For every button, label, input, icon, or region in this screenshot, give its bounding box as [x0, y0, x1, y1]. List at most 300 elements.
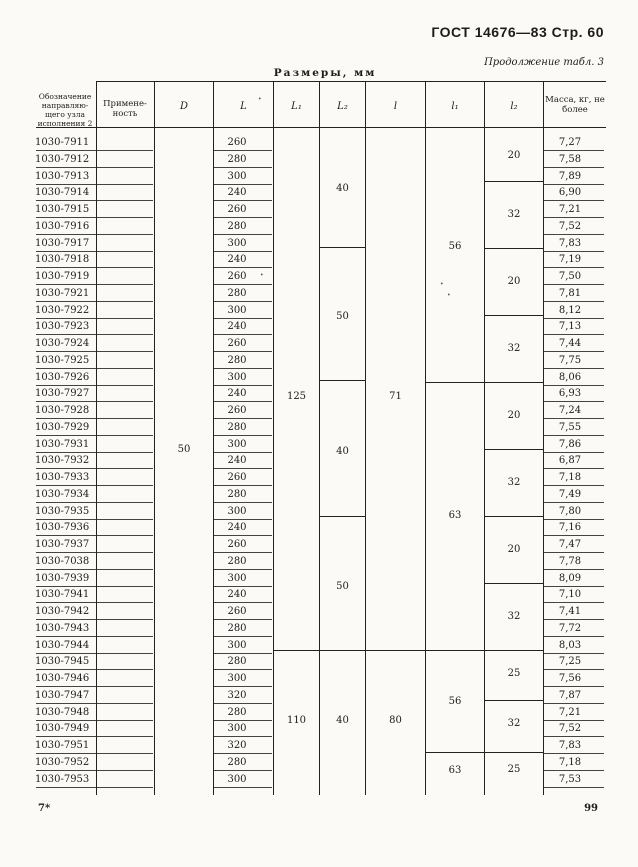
col-header-l: l [393, 101, 398, 112]
mass-rule [544, 234, 604, 235]
cell-l2: 32 [507, 718, 521, 729]
application-rule [97, 653, 153, 654]
length-rule [214, 653, 272, 654]
mass-cell: 7,75 [558, 354, 582, 366]
mass-cell: 7,13 [558, 321, 582, 333]
cell-l2: 20 [507, 276, 521, 287]
designation-rule [36, 368, 96, 369]
application-rule [97, 267, 153, 268]
designation-cell: 1030-7948 [35, 706, 90, 718]
application-rule [97, 401, 153, 402]
designation-rule [36, 485, 96, 486]
length-rule [214, 267, 272, 268]
application-rule [97, 770, 153, 771]
designation-rule [36, 301, 96, 302]
designation-cell: 1030-7914 [35, 187, 90, 199]
application-rule [97, 351, 153, 352]
mass-cell: 7,83 [558, 740, 582, 751]
mass-rule [544, 586, 604, 587]
designation-cell: 1030-7942 [35, 606, 90, 617]
cell-L1: 125 [286, 391, 307, 402]
group-rule [485, 752, 543, 753]
col-divider [365, 81, 366, 795]
application-rule [97, 485, 153, 486]
designation-cell: 1030-7937 [35, 539, 90, 550]
length-rule [214, 753, 272, 754]
col-divider [484, 81, 485, 795]
application-rule [97, 703, 153, 704]
length-cell: 260 [227, 338, 247, 349]
application-rule [97, 217, 153, 218]
designation-cell: 1030-7911 [35, 137, 90, 148]
group-rule [274, 650, 319, 651]
continuation-note: Продолжение табл. 3 [484, 57, 604, 68]
designation-cell: 1030-7929 [35, 421, 90, 433]
cell-l2: 32 [507, 477, 521, 488]
designation-rule [36, 267, 96, 268]
cell-L2: 40 [336, 715, 349, 726]
length-rule [214, 703, 272, 704]
designation-cell: 1030-7947 [35, 689, 90, 701]
mass-rule [544, 334, 604, 335]
designation-cell: 1030-7952 [35, 756, 90, 768]
cell-l1: 63 [448, 510, 462, 521]
designation-cell: 1030-7915 [35, 204, 90, 215]
application-rule [97, 385, 153, 386]
mass-rule [544, 787, 604, 788]
cell-L2: 40 [336, 446, 349, 457]
designation-rule [36, 318, 96, 319]
length-rule [214, 586, 272, 587]
designation-cell: 1030-7951 [35, 740, 90, 751]
cell-l2: 32 [507, 209, 521, 220]
mass-rule [544, 200, 604, 201]
col-header-L: L [240, 101, 247, 112]
mass-cell: 8,09 [558, 572, 582, 584]
group-rule [485, 700, 543, 701]
designation-rule [36, 552, 96, 553]
designation-rule [36, 686, 96, 687]
length-cell: 280 [227, 656, 247, 668]
page-header: ГОСТ 14676—83 Стр. 60 [431, 24, 604, 40]
application-rule [97, 736, 153, 737]
mass-rule [544, 184, 604, 185]
length-rule [214, 770, 272, 771]
group-rule [485, 181, 543, 182]
designation-rule [36, 334, 96, 335]
length-cell: 240 [227, 388, 247, 400]
designation-cell: 1030-7949 [35, 723, 90, 735]
length-cell: 300 [227, 572, 247, 584]
application-rule [97, 334, 153, 335]
mass-cell: 8,12 [558, 304, 582, 316]
designation-rule [36, 385, 96, 386]
length-cell: 280 [227, 555, 247, 567]
length-cell: 280 [227, 421, 247, 433]
mass-rule [544, 736, 604, 737]
length-rule [214, 535, 272, 536]
mass-cell: 7,18 [558, 756, 582, 768]
group-rule [485, 449, 543, 450]
length-rule [214, 368, 272, 369]
designation-rule [36, 753, 96, 754]
mass-rule [544, 150, 604, 151]
mass-cell: 7,44 [558, 338, 582, 349]
designation-rule [36, 720, 96, 721]
mass-cell: 7,24 [558, 405, 582, 416]
mass-cell: 7,21 [558, 706, 582, 718]
cell-D: 50 [177, 444, 191, 455]
length-cell: 300 [227, 723, 247, 735]
application-rule [97, 234, 153, 235]
length-cell: 260 [227, 271, 247, 282]
length-cell: 240 [227, 455, 247, 467]
mass-rule [544, 351, 604, 352]
col-header-L2: L₂ [337, 101, 348, 112]
length-cell: 260 [227, 472, 247, 483]
units-label: Размеры, мм [273, 67, 377, 79]
designation-rule [36, 452, 96, 453]
application-rule [97, 452, 153, 453]
mass-rule [544, 284, 604, 285]
designation-rule [36, 418, 96, 419]
cell-l: 71 [389, 391, 402, 402]
designation-cell: 1030-7953 [35, 773, 90, 785]
group-rule [485, 583, 543, 584]
length-cell: 320 [227, 740, 247, 751]
length-cell: 280 [227, 220, 247, 232]
length-cell: 240 [227, 321, 247, 333]
length-cell: 300 [227, 639, 247, 651]
length-cell: 280 [227, 287, 247, 299]
length-rule [214, 318, 272, 319]
designation-cell: 1030-7932 [35, 455, 90, 467]
designation-cell: 1030-7925 [35, 354, 90, 366]
application-rule [97, 318, 153, 319]
length-rule [214, 602, 272, 603]
mass-cell: 7,47 [558, 539, 582, 550]
designation-rule [36, 351, 96, 352]
print-speck: • [260, 272, 264, 279]
length-rule [214, 569, 272, 570]
col-divider [154, 81, 155, 795]
group-rule [485, 516, 543, 517]
length-rule [214, 485, 272, 486]
mass-cell: 7,49 [558, 488, 582, 500]
application-rule [97, 787, 153, 788]
length-rule [214, 720, 272, 721]
application-rule [97, 636, 153, 637]
cell-L2: 50 [336, 581, 349, 592]
mass-cell: 7,55 [558, 421, 582, 433]
cell-l2: 32 [507, 343, 521, 354]
print-speck: • [440, 281, 444, 288]
cell-l2: 20 [507, 544, 521, 555]
length-cell: 260 [227, 137, 247, 148]
mass-cell: 7,83 [558, 237, 582, 249]
length-cell: 300 [227, 170, 247, 182]
col-header-l2: l₂ [510, 101, 518, 112]
mass-cell: 7,25 [558, 656, 582, 668]
group-rule [320, 650, 365, 651]
length-rule [214, 184, 272, 185]
designation-rule [36, 468, 96, 469]
mass-rule [544, 703, 604, 704]
mass-cell: 7,53 [558, 773, 582, 785]
mass-rule [544, 619, 604, 620]
length-rule [214, 301, 272, 302]
length-rule [214, 385, 272, 386]
print-speck: • [258, 96, 262, 103]
mass-rule [544, 435, 604, 436]
col-header-application: Примене-ность [103, 99, 147, 119]
length-cell: 300 [227, 773, 247, 785]
application-rule [97, 502, 153, 503]
designation-rule [36, 519, 96, 520]
length-rule [214, 686, 272, 687]
designation-rule [36, 435, 96, 436]
length-cell: 240 [227, 589, 247, 601]
length-cell: 280 [227, 622, 247, 634]
mass-cell: 7,89 [558, 170, 582, 182]
application-rule [97, 468, 153, 469]
designation-cell: 1030-7912 [35, 153, 90, 165]
length-cell: 260 [227, 606, 247, 617]
mass-cell: 7,19 [558, 254, 582, 266]
mass-rule [544, 167, 604, 168]
mass-cell: 7,78 [558, 555, 582, 567]
mass-rule [544, 452, 604, 453]
mass-cell: 7,56 [558, 673, 582, 684]
designation-cell: 1030-7936 [35, 522, 90, 534]
designation-cell: 1030-7939 [35, 572, 90, 584]
group-rule [320, 247, 365, 248]
group-rule [426, 382, 484, 383]
mass-rule [544, 418, 604, 419]
cell-l2: 25 [507, 764, 521, 775]
mass-rule [544, 519, 604, 520]
mass-rule [544, 502, 604, 503]
group-rule [485, 248, 543, 249]
designation-rule [36, 251, 96, 252]
top-rule [96, 81, 606, 82]
designation-cell: 1030-7926 [35, 371, 90, 383]
application-rule [97, 435, 153, 436]
mass-cell: 7,81 [558, 287, 582, 299]
designation-rule [36, 669, 96, 670]
length-rule [214, 418, 272, 419]
length-rule [214, 502, 272, 503]
mass-cell: 7,16 [558, 522, 582, 534]
application-rule [97, 200, 153, 201]
length-cell: 260 [227, 539, 247, 550]
mass-rule [544, 217, 604, 218]
mass-cell: 7,27 [558, 137, 582, 148]
designation-rule [36, 736, 96, 737]
cell-l1: 63 [448, 765, 462, 776]
length-rule [214, 284, 272, 285]
mass-cell: 7,21 [558, 204, 582, 215]
application-rule [97, 368, 153, 369]
designation-cell: 1030-7918 [35, 254, 90, 266]
designation-cell: 1030-7922 [35, 304, 90, 316]
length-cell: 300 [227, 237, 247, 249]
length-cell: 240 [227, 254, 247, 266]
length-cell: 300 [227, 304, 247, 316]
length-rule [214, 669, 272, 670]
designation-rule [36, 535, 96, 536]
length-rule [214, 167, 272, 168]
application-rule [97, 284, 153, 285]
group-rule [485, 650, 543, 651]
cell-L1: 110 [286, 715, 307, 726]
col-header-D: D [179, 101, 189, 112]
length-cell: 300 [227, 371, 247, 383]
mass-rule [544, 468, 604, 469]
mass-rule [544, 753, 604, 754]
length-rule [214, 519, 272, 520]
designation-rule [36, 703, 96, 704]
designation-cell: 1030-7944 [35, 639, 90, 651]
length-cell: 300 [227, 673, 247, 684]
group-rule [426, 650, 484, 651]
col-divider [213, 81, 214, 795]
designation-rule [36, 200, 96, 201]
designation-rule [36, 284, 96, 285]
length-cell: 260 [227, 204, 247, 215]
group-rule [485, 382, 543, 383]
mass-rule [544, 569, 604, 570]
designation-rule [36, 586, 96, 587]
designation-cell: 1030-7917 [35, 237, 90, 249]
length-cell: 300 [227, 438, 247, 450]
length-rule [214, 234, 272, 235]
designation-rule [36, 653, 96, 654]
application-rule [97, 535, 153, 536]
print-speck: • [447, 292, 451, 299]
length-cell: 320 [227, 689, 247, 701]
cell-l2: 20 [507, 410, 521, 421]
cell-L2: 40 [336, 183, 349, 194]
designation-cell: 1030-7931 [35, 438, 90, 450]
designation-cell: 1030-7916 [35, 220, 90, 232]
designation-rule [36, 770, 96, 771]
mass-cell: 7,72 [558, 622, 582, 634]
length-cell: 240 [227, 187, 247, 199]
length-rule [214, 452, 272, 453]
length-rule [214, 251, 272, 252]
mass-rule [544, 267, 604, 268]
application-rule [97, 753, 153, 754]
cell-l: 80 [389, 715, 402, 726]
designation-cell: 1030-7927 [35, 388, 90, 400]
application-rule [97, 669, 153, 670]
cell-l1: 56 [448, 241, 462, 252]
designation-cell: 1030-7945 [35, 656, 90, 668]
length-rule [214, 552, 272, 553]
length-cell: 280 [227, 153, 247, 165]
mass-cell: 8,03 [558, 639, 582, 651]
designation-cell: 1030-7934 [35, 488, 90, 500]
designation-rule [36, 401, 96, 402]
application-rule [97, 569, 153, 570]
length-rule [214, 435, 272, 436]
mass-cell: 7,86 [558, 438, 582, 450]
group-rule [320, 380, 365, 381]
mass-rule [544, 401, 604, 402]
length-rule [214, 636, 272, 637]
application-rule [97, 184, 153, 185]
length-rule [214, 217, 272, 218]
designation-cell: 1030-7933 [35, 472, 90, 483]
designation-rule [36, 502, 96, 503]
group-rule [320, 516, 365, 517]
designation-cell: 1030-7921 [35, 287, 90, 299]
mass-cell: 7,52 [558, 723, 582, 735]
mass-rule [544, 485, 604, 486]
mass-rule [544, 251, 604, 252]
mass-rule [544, 552, 604, 553]
mass-cell: 7,87 [558, 689, 582, 701]
designation-cell: 1030-7038 [35, 555, 90, 567]
length-cell: 280 [227, 488, 247, 500]
designation-cell: 1030-7924 [35, 338, 90, 349]
mass-cell: 7,50 [558, 271, 582, 282]
application-rule [97, 602, 153, 603]
length-rule [214, 787, 272, 788]
length-rule [214, 619, 272, 620]
group-rule [366, 650, 425, 651]
length-rule [214, 351, 272, 352]
application-rule [97, 150, 153, 151]
mass-cell: 7,41 [558, 606, 582, 617]
group-rule [426, 752, 484, 753]
designation-cell: 1030-7935 [35, 505, 90, 517]
application-rule [97, 167, 153, 168]
application-rule [97, 686, 153, 687]
application-rule [97, 586, 153, 587]
mass-rule [544, 669, 604, 670]
length-cell: 260 [227, 405, 247, 416]
group-rule [485, 315, 543, 316]
designation-cell: 1030-7919 [35, 271, 90, 282]
designation-rule [36, 234, 96, 235]
length-rule [214, 334, 272, 335]
page-number: 99 [584, 803, 598, 814]
designation-cell: 1030-7946 [35, 673, 90, 684]
col-divider [425, 81, 426, 795]
mass-cell: 7,10 [558, 589, 582, 601]
mass-cell: 7,80 [558, 505, 582, 517]
mass-rule [544, 602, 604, 603]
length-rule [214, 200, 272, 201]
designation-cell: 1030-7913 [35, 170, 90, 182]
designation-cell: 1030-7928 [35, 405, 90, 416]
designation-rule [36, 217, 96, 218]
mass-rule [544, 720, 604, 721]
cell-L2: 50 [336, 311, 349, 322]
designation-rule [36, 787, 96, 788]
cell-l2: 25 [507, 668, 521, 679]
mass-rule [544, 368, 604, 369]
application-rule [97, 552, 153, 553]
designation-rule [36, 167, 96, 168]
col-header-mass: Масса, кг, не более [545, 95, 605, 115]
designation-rule [36, 636, 96, 637]
mass-rule [544, 636, 604, 637]
designation-rule [36, 619, 96, 620]
mass-rule [544, 535, 604, 536]
